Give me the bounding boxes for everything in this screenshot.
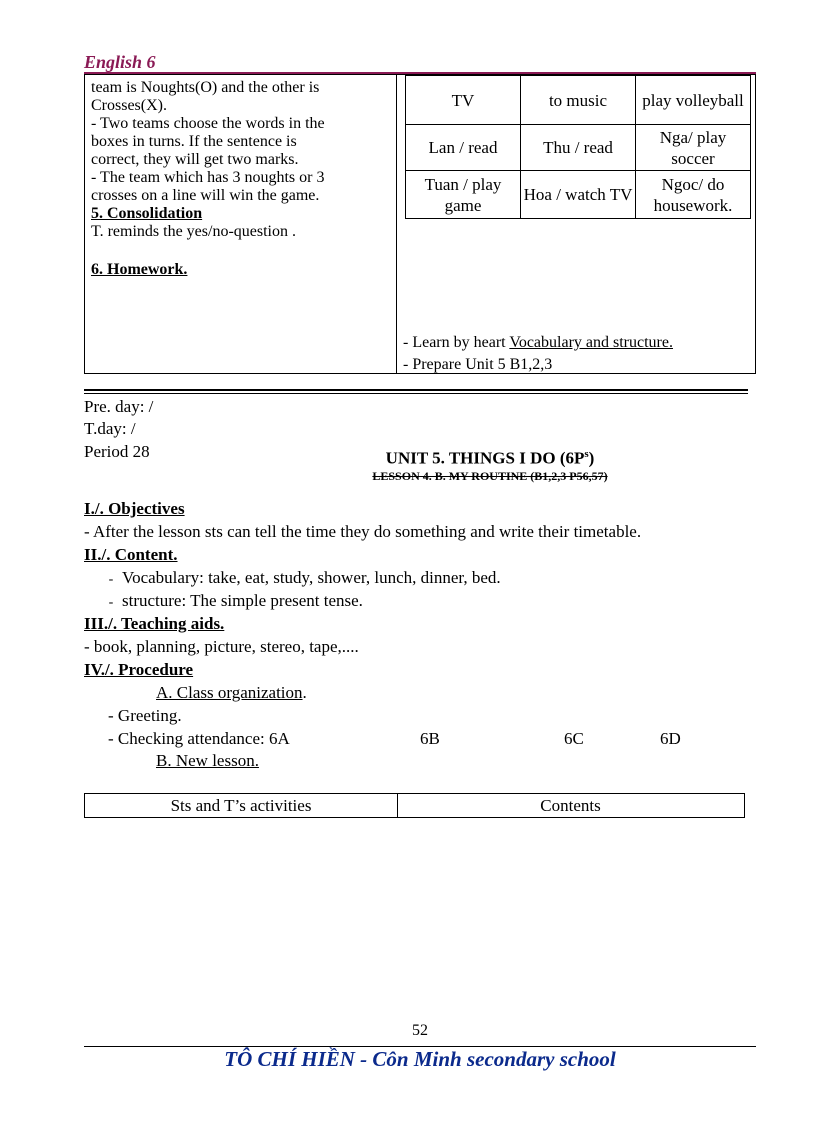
activity-line: correct, they will get two marks. — [91, 151, 299, 168]
vocabulary-line — [100, 568, 501, 588]
footer-author: TÔ CHÍ HIỀN - Côn Minh secondary school — [224, 1047, 616, 1071]
activity-table — [84, 74, 756, 374]
noughts-crosses-grid — [405, 75, 751, 219]
consolidation-heading: 5. Consolidation — [91, 205, 203, 222]
header-title: English 6 — [84, 52, 156, 72]
activity-line: boxes in turns. If the sentence is — [91, 133, 297, 150]
homework-line — [403, 332, 673, 354]
grid-cell: Tuan / play game — [406, 171, 521, 219]
homework-link: Vocabulary and structure. — [509, 334, 673, 351]
table-header-activities: Sts and T’s activities — [85, 794, 398, 817]
content-heading: II./. Content. — [84, 545, 178, 564]
bullet: - — [108, 572, 114, 587]
vocabulary-text: Vocabulary: take, eat, study, shower, lunch, dinner, bed. — [122, 568, 501, 587]
structure-text: structure: The simple present tense. — [122, 591, 363, 610]
grid-cell: Ngoc/ do housework. — [636, 171, 751, 219]
unit-title-sup: s — [584, 448, 589, 460]
unit-title — [300, 448, 680, 469]
period: Period 28 — [84, 442, 150, 461]
pre-day: Pre. day: / — [84, 397, 154, 416]
t-day: T.day: / — [84, 419, 136, 438]
attendance-class: 6D — [660, 729, 681, 748]
page-number: 52 — [412, 1022, 428, 1039]
lesson-title: LESSON 4. B. MY ROUTINE (B1,2,3 P56,57) — [372, 469, 608, 483]
attendance-label: - Checking attendance: 6A — [108, 729, 290, 748]
attendance-class: 6C — [564, 729, 584, 748]
grid-cell: to music — [521, 76, 636, 125]
class-organization-end: . — [302, 683, 307, 702]
aids-text: - book, planning, picture, stereo, tape,.... — [84, 637, 359, 656]
attendance-class: 6B — [420, 729, 440, 748]
homework-line: - Prepare Unit 5 B1,2,3 — [403, 356, 553, 373]
homework-block — [403, 332, 673, 376]
new-lesson: B. New lesson. — [156, 751, 259, 770]
grid-cell: Nga/ play soccer — [636, 125, 751, 171]
activity-line: crosses on a line will win the game. — [91, 187, 320, 204]
grid-cell: TV — [406, 76, 521, 125]
activity-line: - The team which has 3 noughts or 3 — [91, 169, 325, 186]
structure-line — [100, 591, 363, 611]
procedure-heading: IV./. Procedure — [84, 660, 194, 679]
table-header-contents: Contents — [540, 796, 601, 815]
grid-cell: Lan / read — [406, 125, 521, 171]
activity-line: - Two teams choose the words in the — [91, 115, 325, 132]
unit-title-text: UNIT 5. THINGS I DO (6P — [385, 448, 585, 468]
bullet: - — [108, 595, 114, 610]
activity-line: team is Noughts(O) and the other is — [91, 79, 320, 96]
homework-heading: 6. Homework. — [91, 261, 188, 278]
grid-cell: Hoa / watch TV — [521, 171, 636, 219]
procedure-table — [84, 793, 745, 818]
class-organization — [156, 683, 307, 703]
class-organization-text: A. Class organization — [156, 683, 303, 702]
contents-column — [397, 75, 755, 373]
aids-heading: III./. Teaching aids. — [84, 614, 225, 633]
section-divider — [84, 389, 748, 394]
homework-prefix: - Learn by heart — [403, 334, 510, 351]
objectives-text: - After the lesson sts can tell the time they do something and write their timetable. — [84, 522, 642, 541]
activity-line: Crosses(X). — [91, 97, 167, 114]
greeting: - Greeting. — [108, 706, 182, 725]
consolidation-text: T. reminds the yes/no-question . — [91, 223, 296, 240]
grid-cell: play volleyball — [636, 76, 751, 125]
objectives-heading: I./. Objectives — [84, 499, 185, 518]
activity-column — [85, 75, 397, 373]
unit-title-end: ) — [588, 448, 595, 468]
grid-cell: Thu / read — [521, 125, 636, 171]
